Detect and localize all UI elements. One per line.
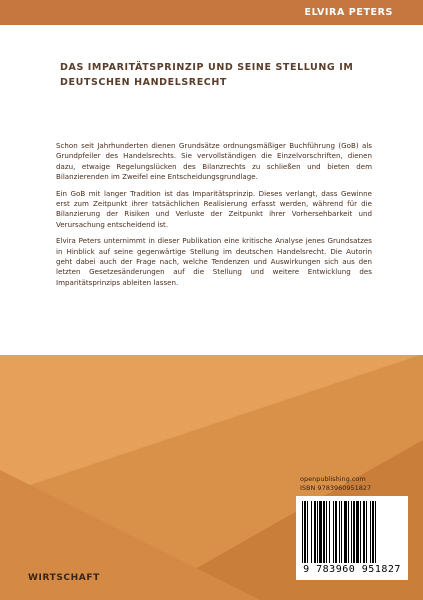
series-label: WIRTSCHAFT (28, 573, 100, 583)
blurb-paragraph: Ein GoB mit langer Tradition ist das Imparitätsprinzip. Dieses verlangt, dass Gewinne erst zum Zeitpunkt ihrer tatsächlichen Realisierung erfasst werden, während für die Bilanzierung der Risiken und Verluste der Zeitpunkt ihrer Vorhersehbarkeit und Verursachung entscheidend ist. (56, 188, 372, 229)
book-title (60, 60, 390, 90)
isbn-text: ISBN 9783960951827 (300, 483, 372, 492)
blurb-paragraph: Elvira Peters unternimmt in dieser Publikation eine kritische Analyse jenes Grundsatzes in Hinblick auf seine gegenwärtige Stellung im deutschen Handelsrecht. Die Autorin geht dabei auch der Frage nach, welche Tendenzen und Auswirkungen sich aus den letzten Gesetzesänderungen auf die Stellung und weitere Entwicklung des Imparitätsprinzips ableiten lassen. (56, 236, 372, 287)
title-line: DEUTSCHEN HANDELSRECHT (60, 77, 228, 88)
publisher-imprint (300, 475, 410, 492)
blurb (56, 141, 372, 294)
barcode-digits: 9 783960 951827 (303, 564, 401, 575)
author-name: ELVIRA PETERS (304, 7, 393, 18)
publisher-url: openpublishing.com (300, 475, 366, 483)
blurb-paragraph: Schon seit Jahrhunderten dienen Grundsätze ordnungsmäßiger Buchführung (GoB) als Grundpfeiler des Handelsrechts. Sie vervollständigen die Einzelvorschriften, dienen dazu, etwaige Regelungslücken des Bilanzrechts zu schließen und bieten dem Bilanzierenden im Zweifel eine Entscheidungsgrundlage. (56, 141, 372, 182)
isbn-barcode (296, 496, 408, 580)
title-line: DAS IMPARITÄTSPRINZIP UND SEINE STELLUNG IM (60, 62, 354, 73)
barcode-bars (302, 501, 402, 563)
